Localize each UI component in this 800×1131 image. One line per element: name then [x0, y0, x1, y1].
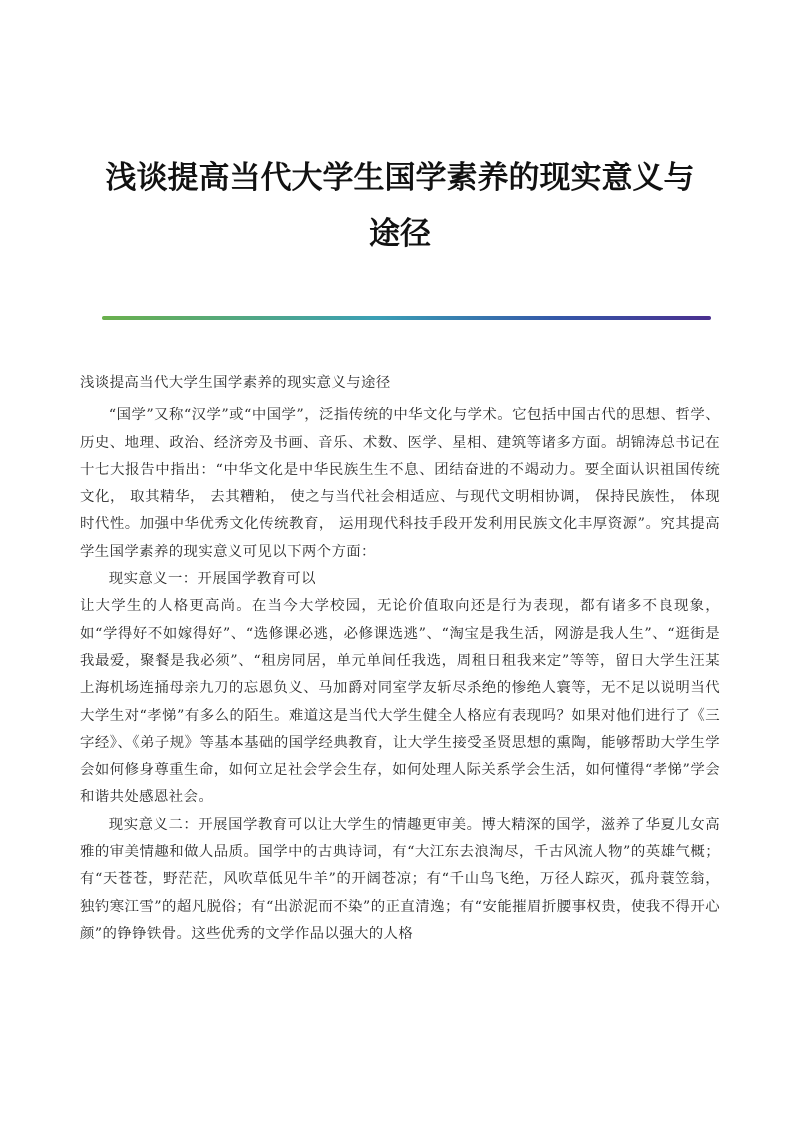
document-body: [80, 370, 720, 948]
document-title: [80, 150, 720, 262]
paragraph-intro: “国学”又称“汉学”或“中国学”，泛指传统的中华文化与学术。它包括中国古代的思想、哲学、历史、地理、政治、经济旁及书画、音乐、术数、医学、星相、建筑等诸多方面。胡锦涛总书记在十七大报告中指出：“中华文化是中华民族生生不息、团结奋进的不竭动力。要全面认识祖国传统文化， 取其精华， 去其糟粕， 使之与当代社会相适应、与现代文明相协调， 保持民族性， 体现时代性。加强中华优秀文化传统教育， 运用现代科技手段开发利用民族文化丰厚资源”。究其提高学生国学素养的现实意义可见以下两个方面：: [80, 407, 720, 560]
title-divider: [102, 316, 711, 320]
document-title-line-1: 浅谈提高当代大学生国学素养的现实意义与: [105, 160, 695, 196]
section-heading-1: 现实意义一：开展国学教育可以: [108, 571, 316, 588]
document-title-line-2: 途径: [369, 216, 431, 252]
paragraph-significance-2: 现实意义二：开展国学教育可以让大学生的情趣更审美。博大精深的国学，滋养了华夏儿女高雅的审美情趣和做人品质。国学中的古典诗词，有“大江东去浪淘尽，千古风流人物”的英雄气概；有“天苍苍，野茫茫，风吹草低见牛羊”的开阔苍凉；有“千山鸟飞绝，万径人踪灭，孤舟蓑笠翁，独钓寒江雪”的超凡脱俗；有“出淤泥而不染”的正直清逸；有“安能摧眉折腰事权贵，使我不得开心颜”的铮铮铁骨。这些优秀的文学作品以强大的人格: [80, 816, 720, 942]
document-subtitle: 浅谈提高当代大学生国学素养的现实意义与途径: [80, 375, 391, 391]
paragraph-significance-1: 让大学生的人格更高尚。在当今大学校园，无论价值取向还是行为表现，都有诸多不良现象，如“学得好不如嫁得好”、“选修课必逃，必修课选逃”、“淘宝是我生活，网游是我人生”、“逛街是我最爱，聚餐是我必须”、“租房同居，单元单间任我选，周租日租我来定”等等，留日大学生汪某上海机场连捅母亲九刀的忘恩负义、马加爵对同室学友斩尽杀绝的惨绝人寰等，无不足以说明当代大学生对“孝悌”有多么的陌生。难道这是当代大学生健全人格应有表现吗？如果对他们进行了《三字经》、《弟子规》等基本基础的国学经典教育，让大学生接受圣贤思想的熏陶，能够帮助大学生学会如何修身尊重生命，如何立足社会学会生存，如何处理人际关系学会生活，如何懂得“孝悌”学会和谐共处感恩社会。: [80, 598, 720, 806]
